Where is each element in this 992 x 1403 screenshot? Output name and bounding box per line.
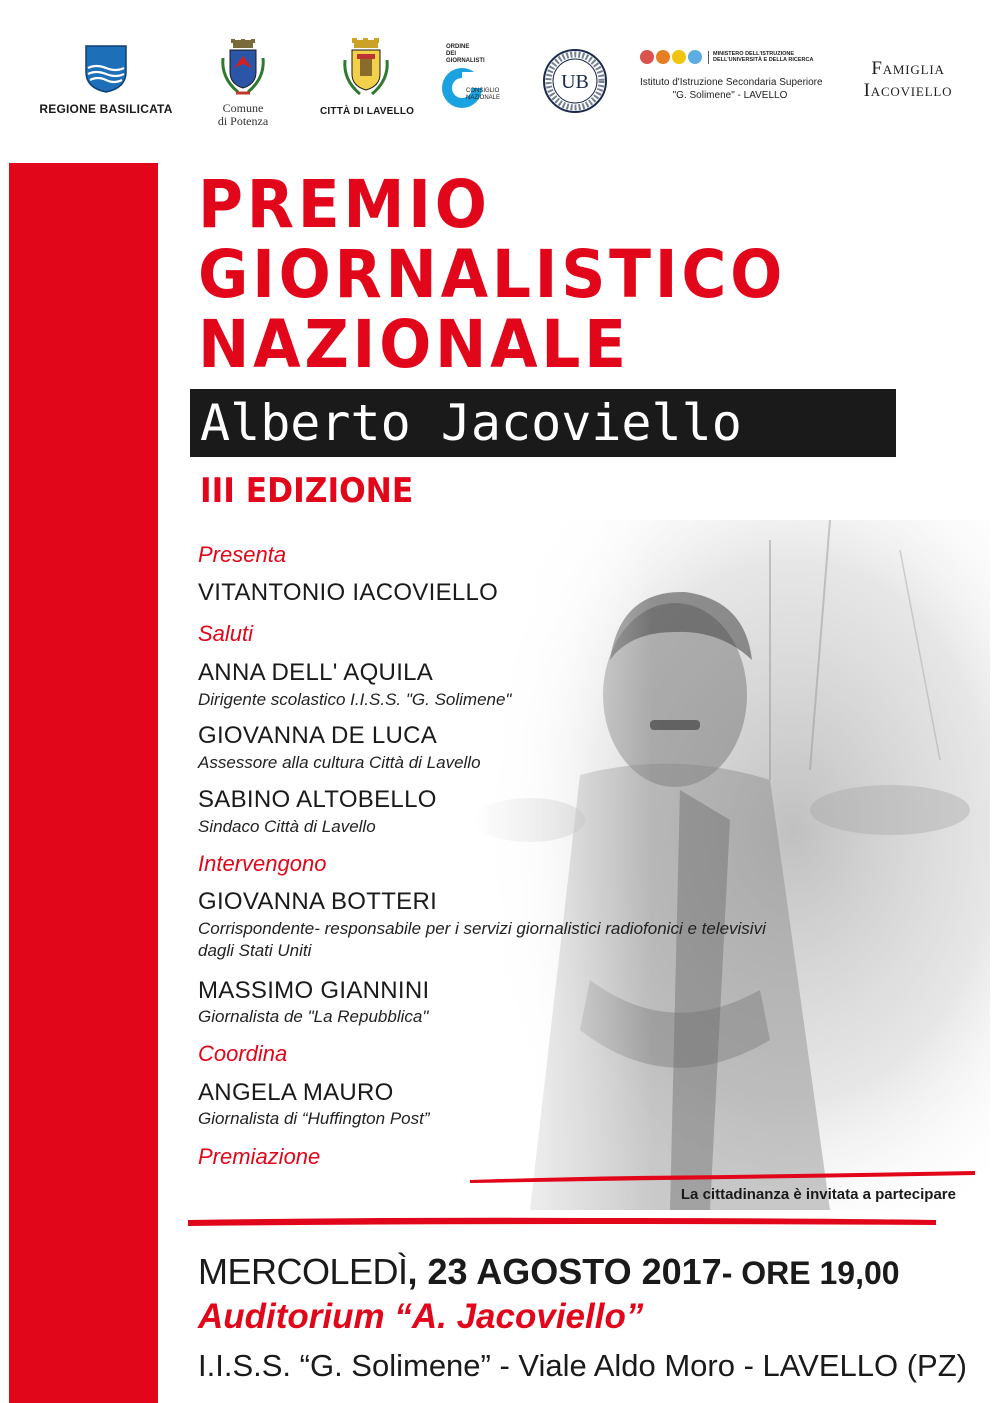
famiglia-line2: Iacoviello: [863, 80, 953, 101]
miur-dots: [640, 50, 702, 64]
saluti-label: Saluti: [198, 621, 254, 646]
istituto-line1: Istituto d'Istruzione Secondaria Superiore: [640, 77, 823, 88]
event-venue: Auditorium “A. Jacoviello”: [198, 1297, 644, 1336]
saluti-role-3: Sindaco Città di Lavello: [198, 817, 376, 836]
logo-universita-basilicata: [542, 48, 608, 119]
intervengono-role-2: Giornalista de "La Repubblica": [198, 1007, 429, 1026]
ordine-line4: CONSIGLIO: [466, 88, 500, 94]
famiglia-line1: Famiglia: [871, 58, 945, 79]
invitation-note: La cittadinanza è invitata a partecipare: [680, 1186, 956, 1203]
istituto-line2: "G. Solimene" - LAVELLO: [672, 90, 788, 101]
intervengono-role-1a: Corrispondente- responsabile per i servizi giornalistici radiofonici e televisivi: [198, 919, 766, 938]
ordine-line3: GIORNALISTI: [446, 58, 485, 64]
ordine-circle-icon: [436, 58, 492, 114]
logo-comune-potenza: [204, 38, 282, 128]
presenta-label: Presenta: [198, 542, 287, 567]
presenta-name: VITANTONIO IACOVIELLO: [198, 579, 499, 606]
logo-regione-basilicata: [36, 38, 176, 116]
title-line-3: NAZIONALE: [198, 306, 630, 383]
saluti-name-3: SABINO ALTOBELLO: [198, 786, 437, 813]
edition-label: III EDIZIONE: [200, 471, 414, 511]
miur-ministry-line1: MINISTERO DELL'ISTRUZIONE: [713, 50, 795, 57]
coordina-name: ANGELA MAURO: [198, 1079, 394, 1106]
coordina-label: Coordina: [198, 1041, 288, 1066]
event-date: [198, 1251, 900, 1293]
potenza-coat-of-arms-icon: [218, 38, 268, 98]
event-day: MERCOLEDÌ: [198, 1251, 408, 1292]
university-seal-icon: [542, 48, 608, 114]
premiazione-label: Premiazione: [198, 1144, 321, 1169]
logo-miur-istituto: [640, 50, 823, 102]
comune-caption-line2: di Potenza: [217, 114, 269, 128]
event-date-main: , 23 AGOSTO 2017: [407, 1251, 722, 1292]
brush-stroke-lower: [188, 1214, 938, 1228]
logo-citta-di-lavello: [320, 38, 415, 117]
saluti-name-1: ANNA DELL' AQUILA: [198, 659, 434, 686]
lavello-caption: CITTÀ DI LAVELLO: [320, 106, 415, 117]
ordine-line5: NAZIONALE: [466, 95, 501, 101]
saluti-name-2: GIOVANNA DE LUCA: [198, 722, 438, 749]
saluti-role-2: Assessore alla cultura Città di Lavello: [198, 753, 481, 772]
lavello-coat-of-arms-icon: [341, 38, 391, 100]
brush-stroke-upper: [470, 1168, 980, 1184]
logo-famiglia-iacoviello: [846, 58, 970, 102]
event-address: I.I.S.S. “G. Solimene” - Viale Aldo Moro - LAVELLO (PZ): [198, 1348, 967, 1383]
event-time: - ORE 19,00: [721, 1255, 900, 1291]
saluti-role-1: Dirigente scolastico I.I.S.S. "G. Solimene": [198, 690, 512, 709]
comune-caption-line1: Comune: [222, 101, 264, 115]
intervengono-label: Intervengono: [198, 851, 327, 876]
honoree-name: Alberto Jacoviello: [200, 394, 742, 452]
miur-ministry-line2: DELL'UNIVERSITÀ E DELLA RICERCA: [713, 57, 814, 63]
ordine-line1: ORDINE: [446, 44, 470, 50]
intervengono-role-1b: dagli Stati Uniti: [198, 941, 312, 960]
red-side-band: [9, 163, 158, 1403]
intervengono-name-2: MASSIMO GIANNINI: [198, 977, 430, 1004]
svg-text:UB: UB: [561, 71, 589, 93]
basilicata-shield-icon: [84, 44, 128, 94]
portrait-photo: [470, 520, 990, 1210]
title-line-2: GIORNALISTICO: [198, 236, 786, 313]
ordine-line2: DEI: [446, 51, 457, 57]
title-line-1: PREMIO: [198, 166, 491, 243]
regione-basilicata-caption: REGIONE BASILICATA: [39, 102, 173, 116]
coordina-role: Giornalista di “Huffington Post”: [198, 1109, 430, 1128]
intervengono-name-1: GIOVANNA BOTTERI: [198, 888, 438, 915]
logo-ordine-giornalisti: [436, 44, 520, 114]
